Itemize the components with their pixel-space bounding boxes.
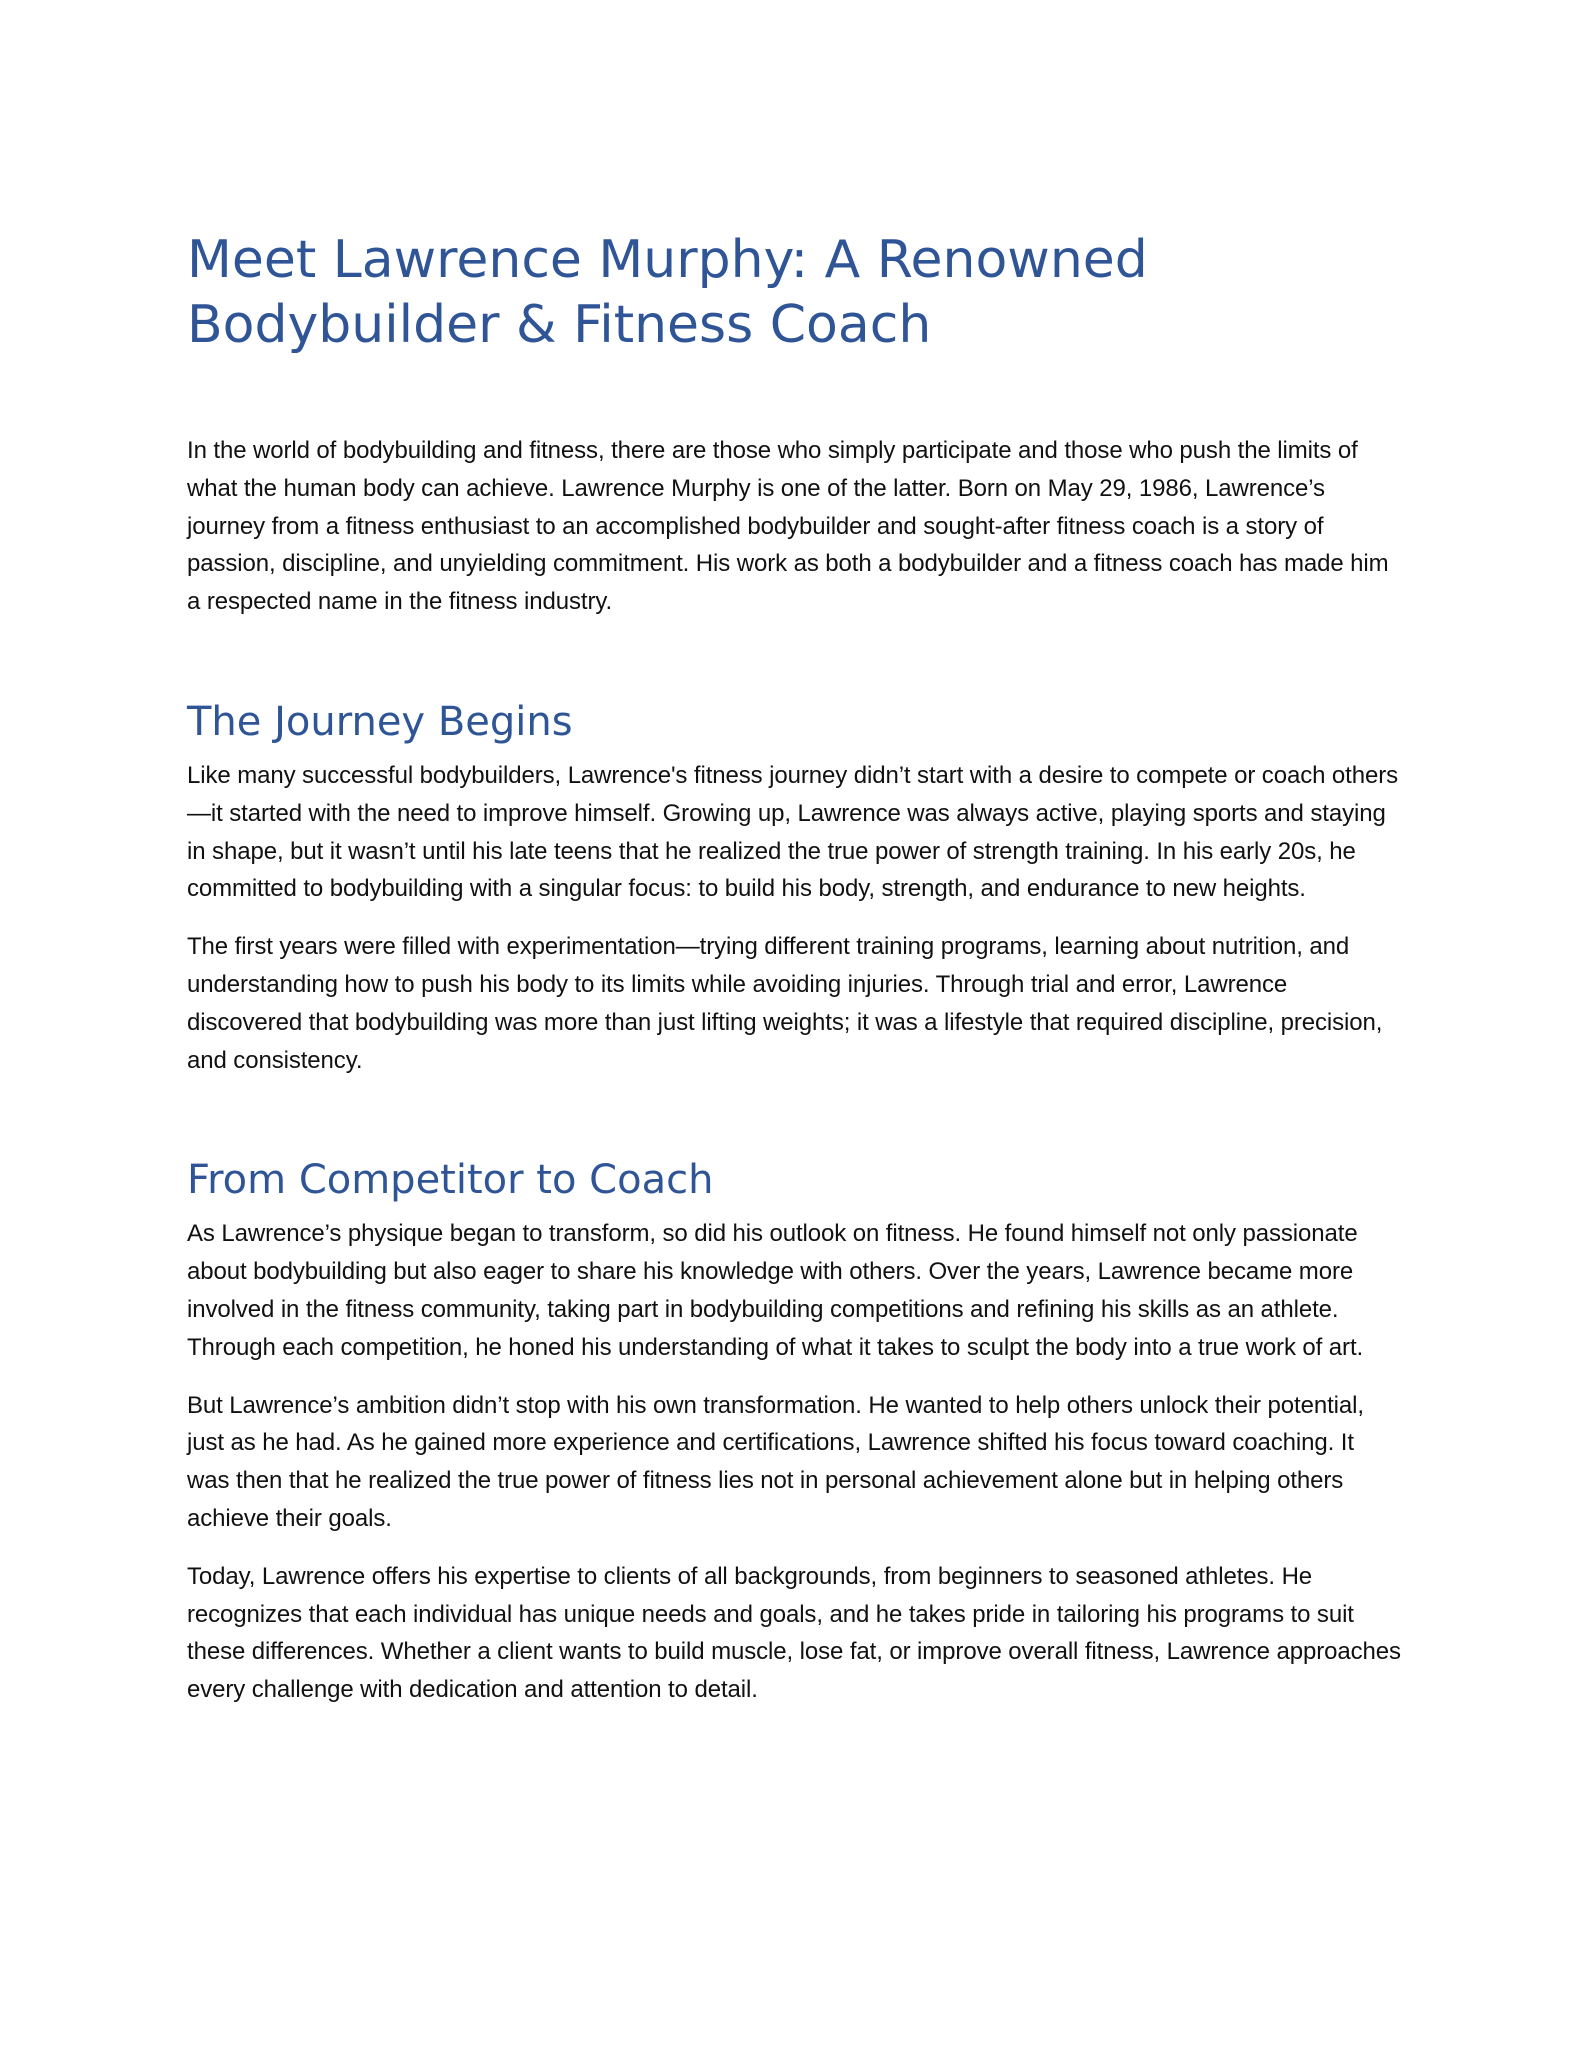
- document-title: Meet Lawrence Murphy: A Renowned Bodybuilder & Fitness Coach: [187, 230, 1148, 355]
- body-paragraph: As Lawrence’s physique began to transform, so did his outlook on fitness. He found himself not only passionate about bodybuilding but also eager to share his knowledge with others. Over the years, Lawrence became more involved in the fitness community, taking part in bodybuilding competitions and refining his skills as an athlete. Through each competition, he honed his understanding of what it takes to sculpt the body into a true work of art.: [187, 1220, 1364, 1361]
- section-heading: The Journey Begins: [187, 698, 573, 745]
- intro-paragraph: In the world of bodybuilding and fitness, there are those who simply participate and those who push the limits of what the human body can achieve. Lawrence Murphy is one of the latter. Born on May 29, 1986, Lawrence’s journey from a fitness enthusiast to an accomplished bodybuilder and sought-after fitness coach is a story of passion, discipline, and unyielding commitment. His work as both a bodybuilder and a fitness coach has made him a respected name in the fitness industry.: [187, 437, 1389, 616]
- intro-block: [187, 432, 1402, 621]
- body-paragraph: The first years were filled with experimentation—trying different training programs, learning about nutrition, and understanding how to push his body to its limits while avoiding injuries. Through trial and error, Lawrence discovered that bodybuilding was more than just lifting weights; it was a lifestyle that required discipline, precision, and consistency.: [187, 933, 1383, 1074]
- body-paragraph: Today, Lawrence offers his expertise to clients of all backgrounds, from beginners to seasoned athletes. He recognizes that each individual has unique needs and goals, and he takes pride in tailoring his programs to suit these differences. Whether a client wants to build muscle, lose fat, or improve overall fitness, Lawrence approaches every challenge with dedication and attention to detail.: [187, 1562, 1401, 1704]
- section-competitor-to-coach: [187, 1155, 1402, 1709]
- body-paragraph: Like many successful bodybuilders, Lawrence's fitness journey didn’t start with a desire to compete or coach others—it started with the need to improve himself. Growing up, Lawrence was always active, playing sports and staying in shape, but it wasn’t until his late teens that he realized the true power of strength training. In his early 20s, he committed to bodybuilding with a singular focus: to build his body, strength, and endurance to new heights.: [187, 761, 1399, 903]
- document-content: [187, 228, 1402, 1729]
- section-journey-begins: [187, 697, 1402, 1079]
- section-heading: From Competitor to Coach: [187, 1157, 714, 1204]
- body-paragraph: But Lawrence’s ambition didn’t stop with his own transformation. He wanted to help others unlock their potential, just as he had. As he gained more experience and certifications, Lawrence shifted his focus toward coaching. It was then that he realized the true power of fitness lies not in personal achievement alone but in helping others achieve their goals.: [187, 1391, 1364, 1532]
